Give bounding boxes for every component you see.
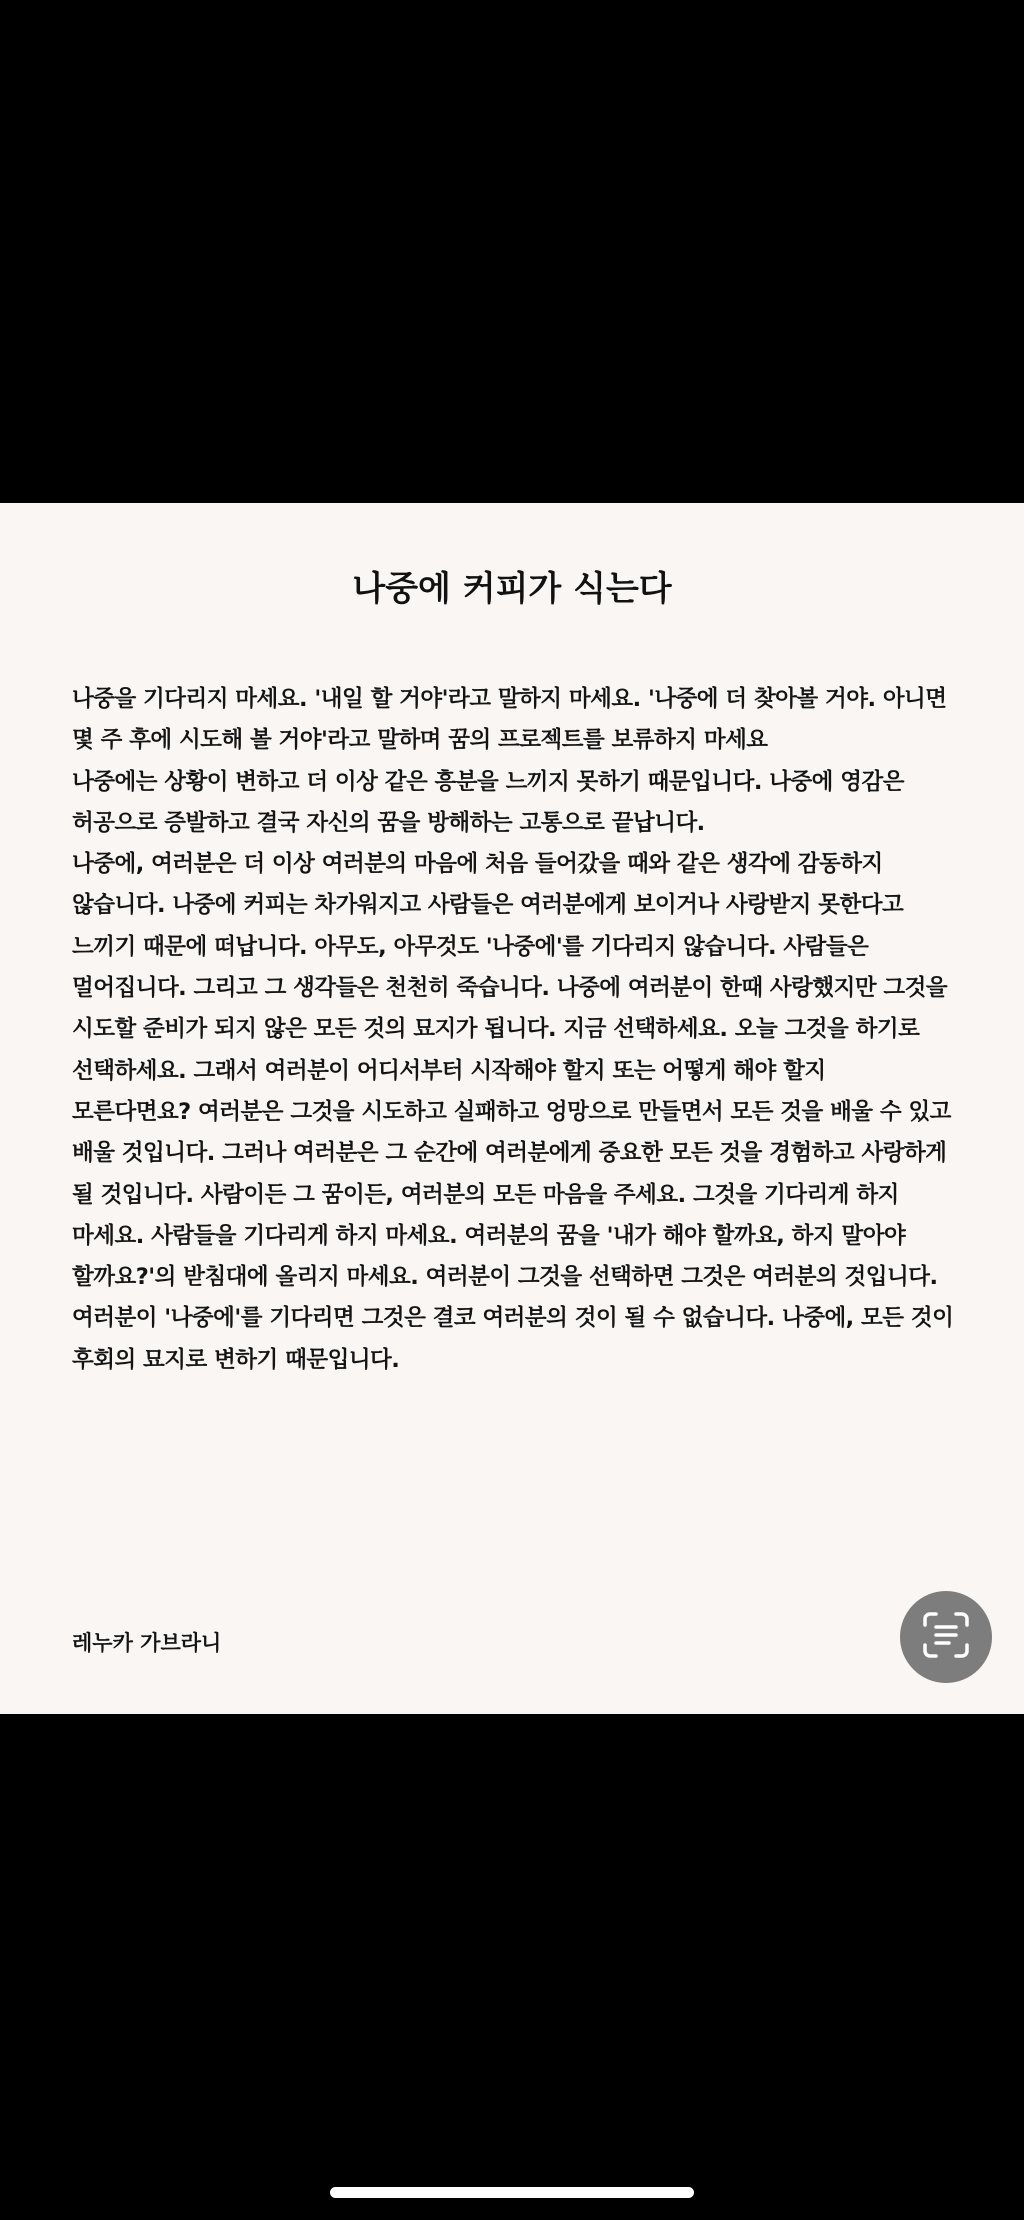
article-line: 배울 것입니다. 그러나 여러분은 그 순간에 여러분에게 중요한 모든 것을 경험하고 사랑하게 xyxy=(72,1140,947,1167)
article-line: 후회의 묘지로 변하기 때문입니다. xyxy=(72,1346,400,1373)
article-line: 될 것입니다. 사람이든 그 꿈이든, 여러분의 모든 마음을 주세요. 그것을 기다리게 하지 xyxy=(72,1181,899,1208)
article-title: 나중에 커피가 식는다 xyxy=(352,569,672,609)
article-line: 나중에는 상황이 변하고 더 이상 같은 흥분을 느끼지 못하기 때문입니다. 나중에 영감은 xyxy=(72,768,904,795)
article-line: 느끼기 때문에 떠납니다. 아무도, 아무것도 '나중에'를 기다리지 않습니다. 사람들은 xyxy=(72,933,869,960)
article-line: 시도할 준비가 되지 않은 모든 것의 묘지가 됩니다. 지금 선택하세요. 오늘 그것을 하기로 xyxy=(72,1016,920,1043)
article-line: 나중에, 여러분은 더 이상 여러분의 마음에 처음 들어갔을 때와 같은 생각에 감동하지 xyxy=(72,851,883,878)
home-indicator[interactable] xyxy=(330,2187,694,2198)
live-text-scan-icon xyxy=(921,1610,971,1664)
article-line: 선택하세요. 그래서 여러분이 어디서부터 시작해야 할지 또는 어떻게 해야 할지 xyxy=(72,1057,826,1084)
article-line: 않습니다. 나중에 커피는 차가워지고 사람들은 여러분에게 보이거나 사랑받지 못한다고 xyxy=(72,892,904,919)
article-line: 몇 주 후에 시도해 볼 거야'라고 말하며 꿈의 프로젝트를 보류하지 마세요 xyxy=(72,727,768,754)
article-line: 마세요. 사람들을 기다리게 하지 마세요. 여러분의 꿈을 '내가 해야 할까요, 하지 말아야 xyxy=(72,1222,906,1249)
image-viewer-content xyxy=(0,503,1024,1714)
article-body xyxy=(72,679,972,1381)
article-line: 모른다면요? 여러분은 그것을 시도하고 실패하고 엉망으로 만들면서 모든 것을 배울 수 있고 xyxy=(72,1098,951,1125)
article-line: 여러분이 '나중에'를 기다리면 그것은 결코 여러분의 것이 될 수 없습니다. 나중에, 모든 것이 xyxy=(72,1305,954,1332)
article-line: 멀어집니다. 그리고 그 생각들은 천천히 죽습니다. 나중에 여러분이 한때 사랑했지만 그것을 xyxy=(72,975,948,1002)
article-author: 레누카 가브라니 xyxy=(72,1631,222,1655)
article-line: 나중을 기다리지 마세요. '내일 할 거야'라고 말하지 마세요. '나중에 더 찾아볼 거야. 아니면 xyxy=(72,686,947,712)
article-line: 할까요?'의 받침대에 올리지 마세요. 여러분이 그것을 선택하면 그것은 여러분의 것입니다. xyxy=(72,1264,938,1291)
live-text-button[interactable] xyxy=(900,1591,992,1683)
article-line: 허공으로 증발하고 결국 자신의 꿈을 방해하는 고통으로 끝납니다. xyxy=(72,809,705,836)
